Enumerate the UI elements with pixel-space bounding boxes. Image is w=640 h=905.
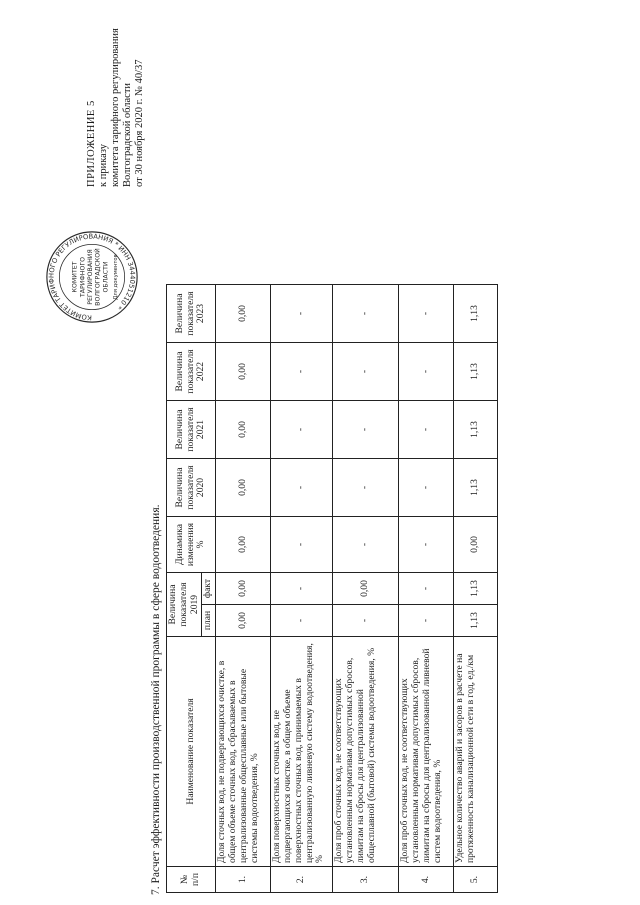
header-value-2019: Величина показателя 2019 [167, 573, 202, 637]
row-dynamics: - [333, 517, 399, 573]
row-name: Доля проб сточных вод, не соответствующих установленным нормативам допустимых сбросов, лимитам на сбросы для централизованной общесплавной (бытовой) системы водоотведения, % [333, 637, 399, 867]
row-dynamics: - [271, 517, 333, 573]
row-num: 2. [271, 867, 333, 893]
header-value-2021: Величина показателя 2021 [167, 401, 216, 459]
row-value-2020: 1,13 [454, 459, 498, 517]
row-value-2022: - [333, 343, 399, 401]
row-name: Доля проб сточных вод, не соответствующих установленным нормативам допустимых сбросов, лимитам на сбросы для централизованной ливневой систем водоотведения, % [399, 637, 454, 867]
row-value-2021: - [333, 401, 399, 459]
row-fact: - [271, 573, 333, 605]
stamp-inner-6: Для документов [112, 254, 119, 300]
row-value-2023: - [399, 285, 454, 343]
row-plan: - [271, 605, 333, 637]
stamp-inner-1: КОМИТЕТ [71, 261, 79, 293]
header-line-4: от 30 ноября 2020 г. № 40/37 [134, 59, 145, 187]
row-plan: 0,00 [216, 605, 271, 637]
header-line-2: комитета тарифного регулирования [110, 28, 121, 187]
row-value-2023: - [333, 285, 399, 343]
row-value-2022: 0,00 [216, 343, 271, 401]
efficiency-table [166, 284, 498, 893]
table-row [454, 285, 498, 893]
row-value-2021: - [399, 401, 454, 459]
row-value-2023: 1,13 [454, 285, 498, 343]
header-fact: факт [202, 573, 216, 605]
row-value-2021: 0,00 [216, 401, 271, 459]
table-row [333, 285, 399, 893]
row-num: 1. [216, 867, 271, 893]
row-value-2021: 1,13 [454, 401, 498, 459]
row-plan: - [333, 605, 399, 637]
stamp-inner-4: ВОЛГОГРАДСКОЙ [94, 248, 102, 306]
row-fact: - [399, 573, 454, 605]
section-title: 7. Расчет эффективности производственной программы в сфере водоотведения. [150, 504, 162, 895]
header-line-1: к приказу [98, 144, 109, 187]
row-plan: 1,13 [454, 605, 498, 637]
row-fact: 0,00 [333, 573, 399, 605]
row-value-2022: - [271, 343, 333, 401]
appendix-label: ПРИЛОЖЕНИЕ 5 [86, 100, 97, 187]
row-dynamics: 0,00 [216, 517, 271, 573]
header-dynamics: Динамика изменения % [167, 517, 216, 573]
header-value-2022: Величина показателя 2022 [167, 343, 216, 401]
row-value-2023: - [271, 285, 333, 343]
row-dynamics: - [399, 517, 454, 573]
row-plan: - [399, 605, 454, 637]
table-row [271, 285, 333, 893]
header-plan: план [202, 605, 216, 637]
header-value-2023: Величина показателя 2023 [167, 285, 216, 343]
table-row [216, 285, 271, 893]
row-value-2023: 0,00 [216, 285, 271, 343]
header-name: Наименование показателя [167, 637, 216, 867]
row-name: Доля сточных вод, не подвергающихся очистке, в общем объеме сточных вод, сбрасываемых в централизованные общесплавные или бытовые системы водоотведения, % [216, 637, 271, 867]
stamp-inner-3: РЕГУЛИРОВАНИЯ [87, 249, 94, 305]
stamp-inner-2: ТАРИФНОГО [79, 256, 87, 298]
row-value-2021: - [271, 401, 333, 459]
header-value-2020: Величина показателя 2020 [167, 459, 216, 517]
row-name: Удельное количество аварий и засоров в расчете на протяженность канализационной сети в год, ед./км [454, 637, 498, 867]
row-value-2022: 1,13 [454, 343, 498, 401]
header-num: № п/п [167, 867, 216, 893]
header-line-3: Волгоградской области [122, 82, 133, 187]
stamp-inner-5: ОБЛАСТИ [102, 261, 110, 293]
row-value-2020: - [271, 459, 333, 517]
row-value-2022: - [399, 343, 454, 401]
row-dynamics: 0,00 [454, 517, 498, 573]
row-name: Доля поверхностных сточных вод, не подвергающихся очистке, в общем объеме поверхностных сточных вод, принимаемых в централизованную ливневую систему водоотведения, % [271, 637, 333, 867]
row-fact: 0,00 [216, 573, 271, 605]
stamp-ring-text: КОМИТЕТ ТАРИФНОГО РЕГУЛИРОВАНИЯ * ИНН 3444051210 * [47, 232, 137, 322]
row-value-2020: - [333, 459, 399, 517]
row-num: 3. [333, 867, 399, 893]
row-num: 4. [399, 867, 454, 893]
official-seal-stamp [44, 229, 140, 325]
row-value-2020: - [399, 459, 454, 517]
row-fact: 1,13 [454, 573, 498, 605]
row-num: 5. [454, 867, 498, 893]
appendix-header [86, 17, 146, 187]
table-row [399, 285, 454, 893]
row-value-2020: 0,00 [216, 459, 271, 517]
